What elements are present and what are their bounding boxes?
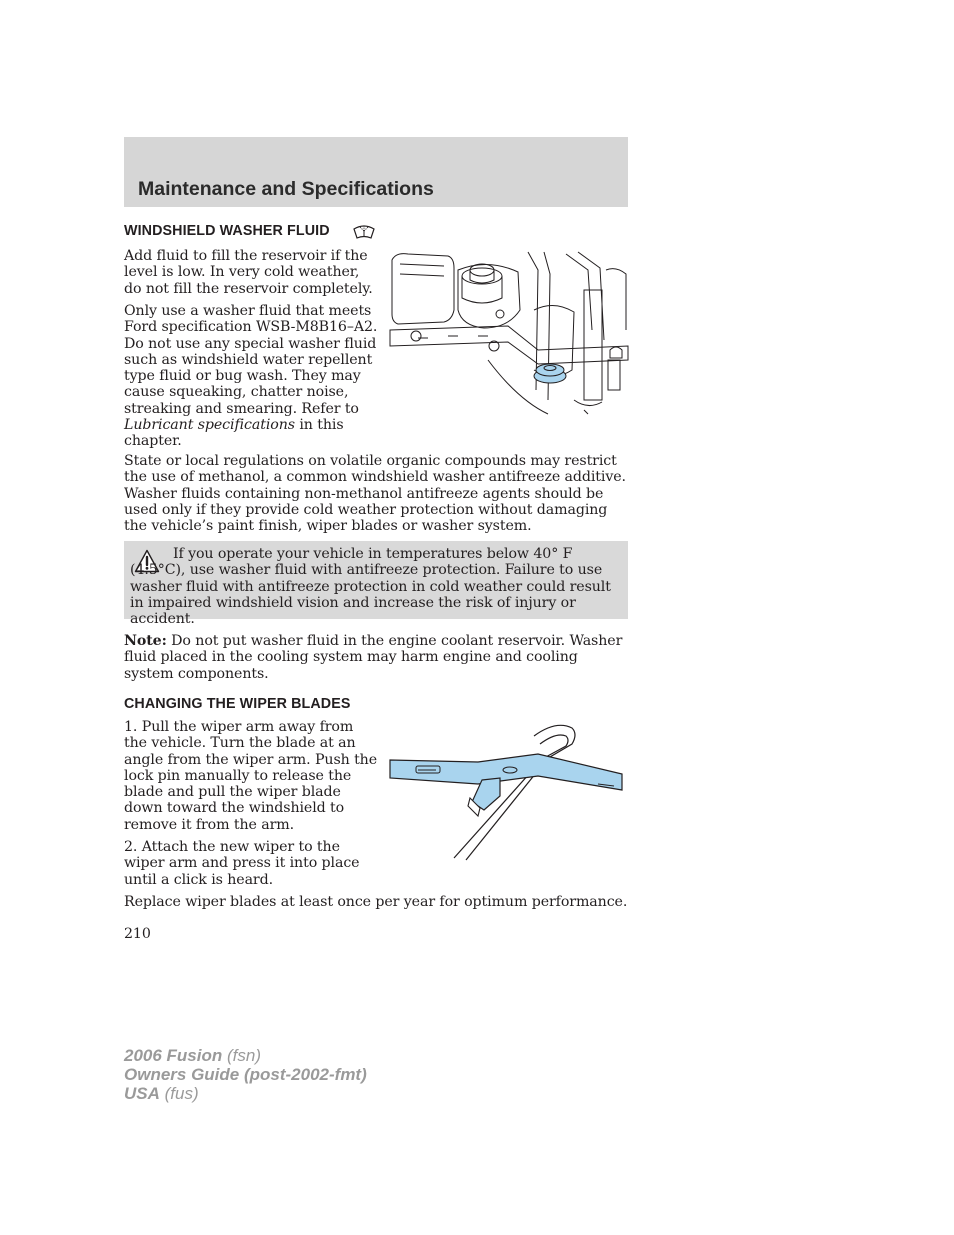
section-header-band: [124, 137, 628, 207]
washer-para-3: State or local regulations on volatile organic compounds may restrict the use of methanol, a common windshield washer antifreeze additive. Washer fluids containing non-methanol antifreeze agents should be used only if they provide cold weather protection without damaging the vehicle’s paint finish, wiper blades or washer system.: [124, 453, 626, 535]
wiper-blade-illustration: [388, 718, 624, 864]
footer-market-code: (fus): [159, 1084, 199, 1103]
section-title: Maintenance and Specifications: [138, 178, 434, 200]
replace-wiper-note: Replace wiper blades at least once per year for optimum performance.: [124, 894, 628, 910]
footer-market: USA: [124, 1084, 160, 1103]
note-label: Note:: [124, 633, 167, 649]
footer-guide: Owners Guide (post-2002-fmt): [124, 1065, 367, 1084]
note-text: Do not put washer fluid in the engine coolant reservoir. Washer fluid placed in the cooling system may harm engine and cooling system components.: [124, 633, 623, 682]
windshield-washer-icon: [352, 221, 376, 241]
warning-box: [124, 541, 628, 628]
wiper-step-2: 2. Attach the new wiper to the wiper arm and press it into place until a click is heard.: [124, 839, 360, 888]
footer-model-line: [124, 1047, 261, 1066]
engine-compartment-illustration: [388, 250, 630, 418]
footer-model-code: (fsn): [222, 1046, 261, 1065]
washer-fluid-heading: WINDSHIELD WASHER FLUID: [124, 223, 330, 239]
washer-para-2-text: Only use a washer fluid that meets Ford specification WSB-M8B16–A2. Do not use any special washer fluid such as windshield water repellent type fluid or bug wash. They may cause squeaking, chatter noise, streaking and smearing. Refer to: [124, 303, 378, 417]
wiper-blades-heading: CHANGING THE WIPER BLADES: [124, 696, 351, 712]
washer-para-2: [124, 303, 378, 450]
wiper-step-1: 1. Pull the wiper arm away from the vehicle. Turn the blade at an angle from the wiper arm. Push the lock pin manually to release the blade and pull the wiper blade down toward the windshield to remove it from the arm.: [124, 719, 378, 833]
lubricant-spec-reference: Lubricant specifications: [124, 417, 295, 434]
warning-text: If you operate your vehicle in temperatures below 40° F (4.5°C), use washer fluid with antifreeze protection. Failure to use washer fluid with antifreeze protection in cold weather could result in impaired windshield vision and increase the risk of injury or accident.: [130, 546, 611, 628]
washer-para-2-tail: in this chapter.: [124, 417, 344, 450]
washer-para-1: Add fluid to fill the reservoir if the level is low. In very cold weather, do not fill the reservoir completely.: [124, 248, 373, 297]
footer-market-line: [124, 1085, 199, 1104]
page-number: 210: [124, 926, 151, 942]
footer-model: 2006 Fusion: [124, 1046, 223, 1065]
footer-guide-line: [124, 1066, 367, 1085]
note-paragraph: [124, 633, 628, 682]
